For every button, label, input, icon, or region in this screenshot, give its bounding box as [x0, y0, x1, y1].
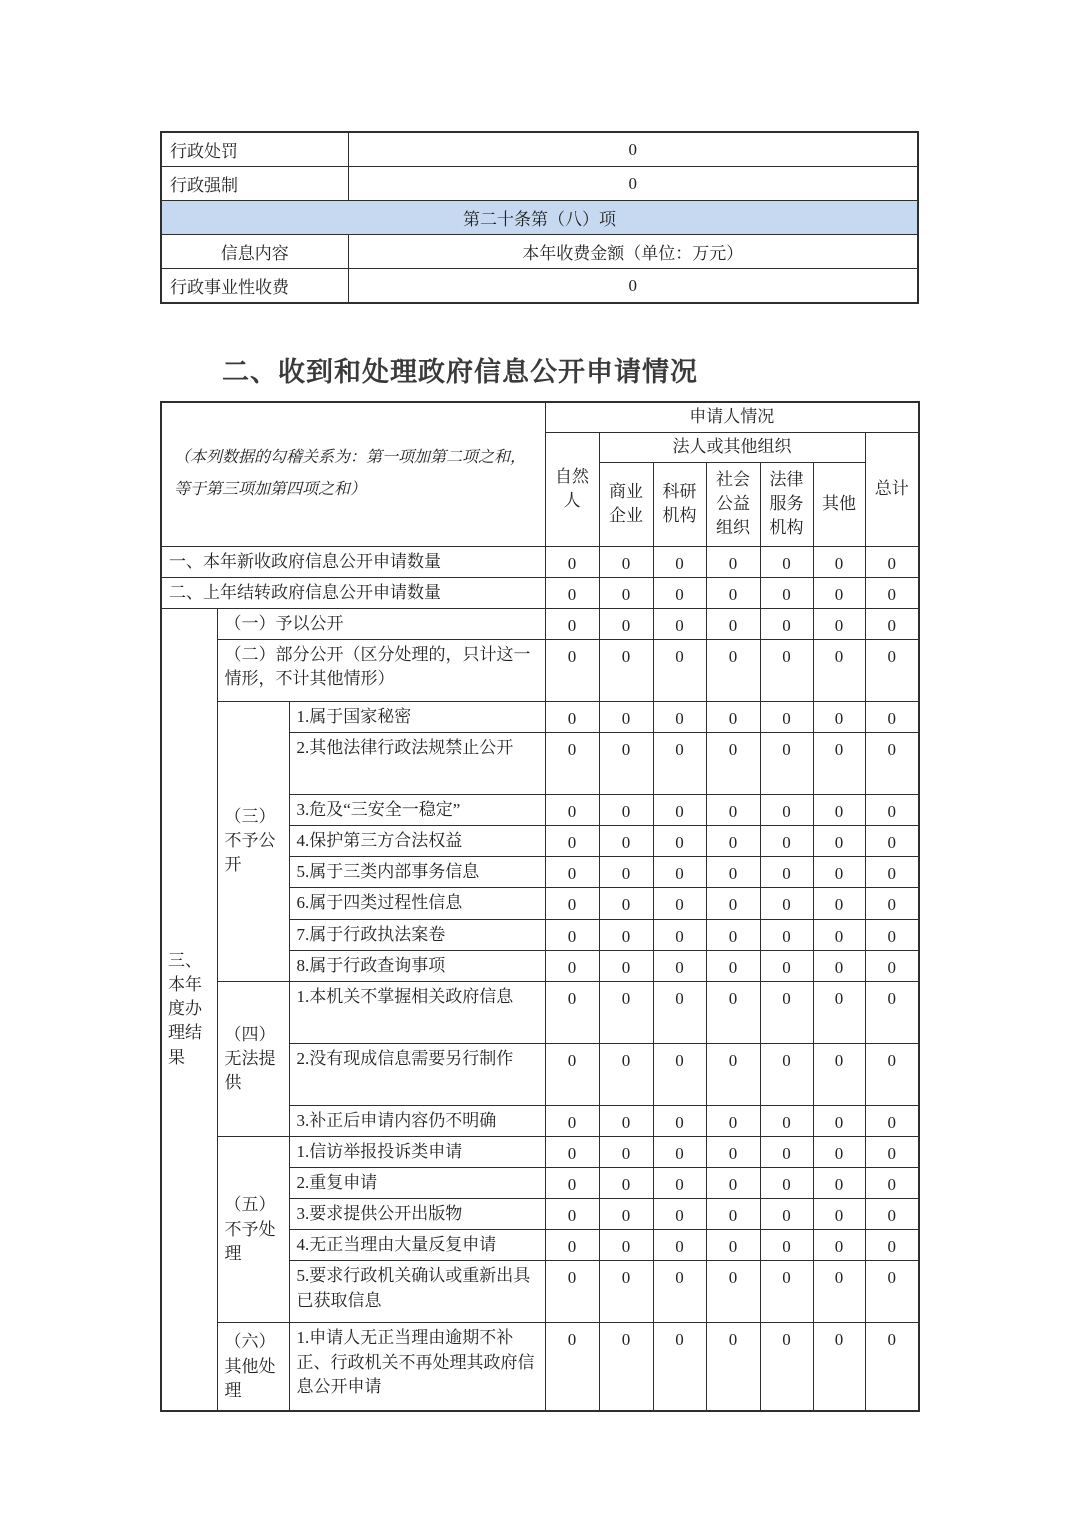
- cell-value: 0: [865, 1168, 919, 1199]
- cell-value: 0: [653, 546, 706, 577]
- cell-value: 0: [706, 888, 760, 919]
- cell-value: 0: [813, 1323, 865, 1411]
- cell-value: 0: [813, 608, 865, 639]
- cell-value: 0: [545, 1230, 599, 1261]
- subgroup-label: （五）不予处理: [217, 1136, 289, 1323]
- cell-value: 0: [865, 608, 919, 639]
- cell-value: 0: [813, 950, 865, 981]
- row-label: 3.危及“三安全一稳定”: [289, 795, 545, 826]
- cell-value: 0: [706, 608, 760, 639]
- cell-value: 0: [653, 701, 706, 732]
- cell-value: 0: [760, 1199, 813, 1230]
- cell-value: 0: [653, 981, 706, 1043]
- cell-value: 0: [653, 950, 706, 981]
- cell-value: 0: [813, 795, 865, 826]
- row-label: （二）部分公开（区分处理的，只计这一情形，不计其他情形）: [217, 639, 545, 701]
- subgroup-label: （四）无法提供: [217, 981, 289, 1136]
- cell-value: 0: [599, 733, 653, 795]
- cell-value: 0: [599, 701, 653, 732]
- cell-value: 0: [653, 826, 706, 857]
- cell-value: 0: [653, 1261, 706, 1323]
- cell-value: 0: [813, 1261, 865, 1323]
- cell-value: 0: [865, 857, 919, 888]
- col-header-legal-service: 法律服务机构: [760, 462, 813, 546]
- cell-value: 0: [653, 1323, 706, 1411]
- cell-value: 0: [545, 639, 599, 701]
- cell-value: 0: [813, 888, 865, 919]
- cell-value: 0: [760, 1168, 813, 1199]
- cell-value: 0: [653, 1043, 706, 1105]
- cell-value: 0: [599, 577, 653, 608]
- cell-value: 0: [545, 1323, 599, 1411]
- cell-value: 0: [599, 950, 653, 981]
- year-results-group-label: 三、本年度办理结果: [161, 608, 217, 1411]
- fee-row-value: 本年收费金额（单位：万元）: [348, 235, 918, 269]
- row-label: 二、上年结转政府信息公开申请数量: [161, 577, 545, 608]
- cell-value: 0: [760, 1323, 813, 1411]
- table-row: [161, 546, 919, 577]
- cell-value: 0: [706, 577, 760, 608]
- cell-value: 0: [599, 546, 653, 577]
- cell-value: 0: [813, 639, 865, 701]
- fee-row: [161, 167, 918, 201]
- cell-value: 0: [760, 950, 813, 981]
- cell-value: 0: [813, 1043, 865, 1105]
- cell-value: 0: [865, 1043, 919, 1105]
- cell-value: 0: [706, 1136, 760, 1167]
- cell-value: 0: [545, 608, 599, 639]
- cell-value: 0: [813, 1230, 865, 1261]
- cell-value: 0: [706, 701, 760, 732]
- cell-value: 0: [706, 639, 760, 701]
- cell-value: 0: [706, 1105, 760, 1136]
- cell-value: 0: [545, 1043, 599, 1105]
- cell-value: 0: [760, 1230, 813, 1261]
- cell-value: 0: [865, 639, 919, 701]
- cell-value: 0: [706, 826, 760, 857]
- row-label: 2.其他法律行政法规禁止公开: [289, 733, 545, 795]
- cell-value: 0: [706, 857, 760, 888]
- cell-value: 0: [813, 1168, 865, 1199]
- cell-value: 0: [865, 1230, 919, 1261]
- cell-value: 0: [545, 1261, 599, 1323]
- cell-value: 0: [545, 919, 599, 950]
- cell-value: 0: [865, 546, 919, 577]
- cell-value: 0: [653, 857, 706, 888]
- fees-table-body: [161, 132, 918, 303]
- col-header-natural-person: 自然人: [545, 432, 599, 546]
- cell-value: 0: [545, 1168, 599, 1199]
- cell-value: 0: [545, 546, 599, 577]
- col-header-commercial: 商业企业: [599, 462, 653, 546]
- cell-value: 0: [813, 1105, 865, 1136]
- table-row: [161, 1323, 919, 1411]
- cell-value: 0: [653, 608, 706, 639]
- cell-value: 0: [653, 1105, 706, 1136]
- cell-value: 0: [599, 1136, 653, 1167]
- fee-row-value: 0: [348, 167, 918, 201]
- col-header-legal-org: 法人或其他组织: [599, 432, 865, 462]
- cell-value: 0: [760, 546, 813, 577]
- cell-value: 0: [706, 546, 760, 577]
- col-header-social-welfare: 社会公益组织: [706, 462, 760, 546]
- cell-value: 0: [760, 826, 813, 857]
- cell-value: 0: [760, 639, 813, 701]
- cell-value: 0: [653, 795, 706, 826]
- cell-value: 0: [813, 981, 865, 1043]
- table-row: [161, 981, 919, 1043]
- fee-row: [161, 269, 918, 304]
- row-label: 一、本年新收政府信息公开申请数量: [161, 546, 545, 577]
- applications-table-body: [161, 546, 919, 1411]
- row-label: 4.保护第三方合法权益: [289, 826, 545, 857]
- cell-value: 0: [545, 1105, 599, 1136]
- cell-value: 0: [865, 950, 919, 981]
- cell-value: 0: [813, 1199, 865, 1230]
- cell-value: 0: [865, 981, 919, 1043]
- cell-value: 0: [865, 888, 919, 919]
- cell-value: 0: [599, 981, 653, 1043]
- cell-value: 0: [865, 795, 919, 826]
- row-label: （一）予以公开: [217, 608, 545, 639]
- cell-value: 0: [599, 888, 653, 919]
- cell-value: 0: [599, 1323, 653, 1411]
- cell-value: 0: [599, 795, 653, 826]
- cell-value: 0: [545, 795, 599, 826]
- cell-value: 0: [865, 701, 919, 732]
- cell-value: 0: [865, 1136, 919, 1167]
- table-row: [161, 639, 919, 701]
- cell-value: 0: [813, 857, 865, 888]
- cell-value: 0: [706, 919, 760, 950]
- cell-value: 0: [653, 1199, 706, 1230]
- row-label: 6.属于四类过程性信息: [289, 888, 545, 919]
- cell-value: 0: [813, 577, 865, 608]
- fee-row-label: 行政处罚: [161, 132, 348, 167]
- cell-value: 0: [599, 919, 653, 950]
- cell-value: 0: [545, 1136, 599, 1167]
- cell-value: 0: [760, 795, 813, 826]
- table-row: [161, 608, 919, 639]
- cell-value: 0: [653, 639, 706, 701]
- subgroup-label: （三）不予公开: [217, 701, 289, 981]
- subgroup-label: （六）其他处理: [217, 1323, 289, 1411]
- cell-value: 0: [865, 577, 919, 608]
- cell-value: 0: [653, 919, 706, 950]
- fees-table: [160, 131, 919, 304]
- cell-value: 0: [865, 1105, 919, 1136]
- row-label: 1.申请人无正当理由逾期不补正、行政机关不再处理其政府信息公开申请: [289, 1323, 545, 1411]
- col-header-applicant-status: 申请人情况: [545, 402, 919, 432]
- cell-value: 0: [706, 1168, 760, 1199]
- cell-value: 0: [706, 1323, 760, 1411]
- section-title: 二、收到和处理政府信息公开申请情况: [222, 357, 698, 387]
- row-label: 1.属于国家秘密: [289, 701, 545, 732]
- cell-value: 0: [599, 1230, 653, 1261]
- cell-value: 0: [706, 1199, 760, 1230]
- cell-value: 0: [599, 608, 653, 639]
- fee-row-label: 信息内容: [161, 235, 348, 269]
- row-label: 3.要求提供公开出版物: [289, 1199, 545, 1230]
- col-header-research: 科研机构: [653, 462, 706, 546]
- cell-value: 0: [706, 1261, 760, 1323]
- cell-value: 0: [760, 1043, 813, 1105]
- applications-table-header: [161, 402, 919, 546]
- row-label: 2.重复申请: [289, 1168, 545, 1199]
- cell-value: 0: [706, 795, 760, 826]
- cell-value: 0: [813, 1136, 865, 1167]
- reconciliation-note: （本列数据的勾稽关系为：第一项加第二项之和，等于第三项加第四项之和）: [161, 402, 545, 546]
- cell-value: 0: [599, 1261, 653, 1323]
- cell-value: 0: [813, 733, 865, 795]
- cell-value: 0: [760, 608, 813, 639]
- row-label: 1.信访举报投诉类申请: [289, 1136, 545, 1167]
- fee-row: [161, 201, 918, 235]
- fee-row: [161, 132, 918, 167]
- col-header-other: 其他: [813, 462, 865, 546]
- table-row: [161, 701, 919, 732]
- cell-value: 0: [706, 1230, 760, 1261]
- cell-value: 0: [706, 1043, 760, 1105]
- cell-value: 0: [545, 857, 599, 888]
- cell-value: 0: [599, 1043, 653, 1105]
- cell-value: 0: [813, 546, 865, 577]
- cell-value: 0: [545, 1199, 599, 1230]
- cell-value: 0: [760, 733, 813, 795]
- cell-value: 0: [545, 888, 599, 919]
- cell-value: 0: [653, 1136, 706, 1167]
- row-label: 1.本机关不掌握相关政府信息: [289, 981, 545, 1043]
- cell-value: 0: [760, 919, 813, 950]
- row-label: 8.属于行政查询事项: [289, 950, 545, 981]
- cell-value: 0: [653, 888, 706, 919]
- col-header-total: 总计: [865, 432, 919, 546]
- cell-value: 0: [545, 826, 599, 857]
- cell-value: 0: [760, 888, 813, 919]
- cell-value: 0: [599, 1168, 653, 1199]
- table-row: [161, 1136, 919, 1167]
- cell-value: 0: [653, 733, 706, 795]
- fee-row-label: 行政强制: [161, 167, 348, 201]
- cell-value: 0: [865, 1261, 919, 1323]
- cell-value: 0: [653, 1230, 706, 1261]
- cell-value: 0: [760, 1105, 813, 1136]
- cell-value: 0: [653, 577, 706, 608]
- row-label: 4.无正当理由大量反复申请: [289, 1230, 545, 1261]
- cell-value: 0: [760, 981, 813, 1043]
- table-row: [161, 577, 919, 608]
- row-label: 7.属于行政执法案卷: [289, 919, 545, 950]
- article-banner: 第二十条第（八）项: [161, 201, 918, 235]
- cell-value: 0: [599, 1105, 653, 1136]
- applications-table: [160, 401, 920, 1412]
- cell-value: 0: [599, 857, 653, 888]
- cell-value: 0: [545, 981, 599, 1043]
- cell-value: 0: [865, 919, 919, 950]
- cell-value: 0: [706, 981, 760, 1043]
- cell-value: 0: [545, 950, 599, 981]
- cell-value: 0: [865, 826, 919, 857]
- fee-row-value: 0: [348, 269, 918, 304]
- cell-value: 0: [760, 701, 813, 732]
- row-label: 5.要求行政机关确认或重新出具已获取信息: [289, 1261, 545, 1323]
- cell-value: 0: [545, 701, 599, 732]
- cell-value: 0: [813, 701, 865, 732]
- fee-row-value: 0: [348, 132, 918, 167]
- cell-value: 0: [545, 733, 599, 795]
- cell-value: 0: [760, 1261, 813, 1323]
- row-label: 3.补正后申请内容仍不明确: [289, 1105, 545, 1136]
- cell-value: 0: [760, 1136, 813, 1167]
- cell-value: 0: [813, 826, 865, 857]
- row-label: 5.属于三类内部事务信息: [289, 857, 545, 888]
- fee-row-label: 行政事业性收费: [161, 269, 348, 304]
- row-label: 2.没有现成信息需要另行制作: [289, 1043, 545, 1105]
- cell-value: 0: [653, 1168, 706, 1199]
- cell-value: 0: [865, 1323, 919, 1411]
- cell-value: 0: [865, 733, 919, 795]
- cell-value: 0: [599, 639, 653, 701]
- cell-value: 0: [760, 857, 813, 888]
- cell-value: 0: [545, 577, 599, 608]
- cell-value: 0: [706, 733, 760, 795]
- cell-value: 0: [706, 950, 760, 981]
- cell-value: 0: [813, 919, 865, 950]
- cell-value: 0: [599, 1199, 653, 1230]
- cell-value: 0: [865, 1199, 919, 1230]
- cell-value: 0: [599, 826, 653, 857]
- cell-value: 0: [760, 577, 813, 608]
- fee-row: [161, 235, 918, 269]
